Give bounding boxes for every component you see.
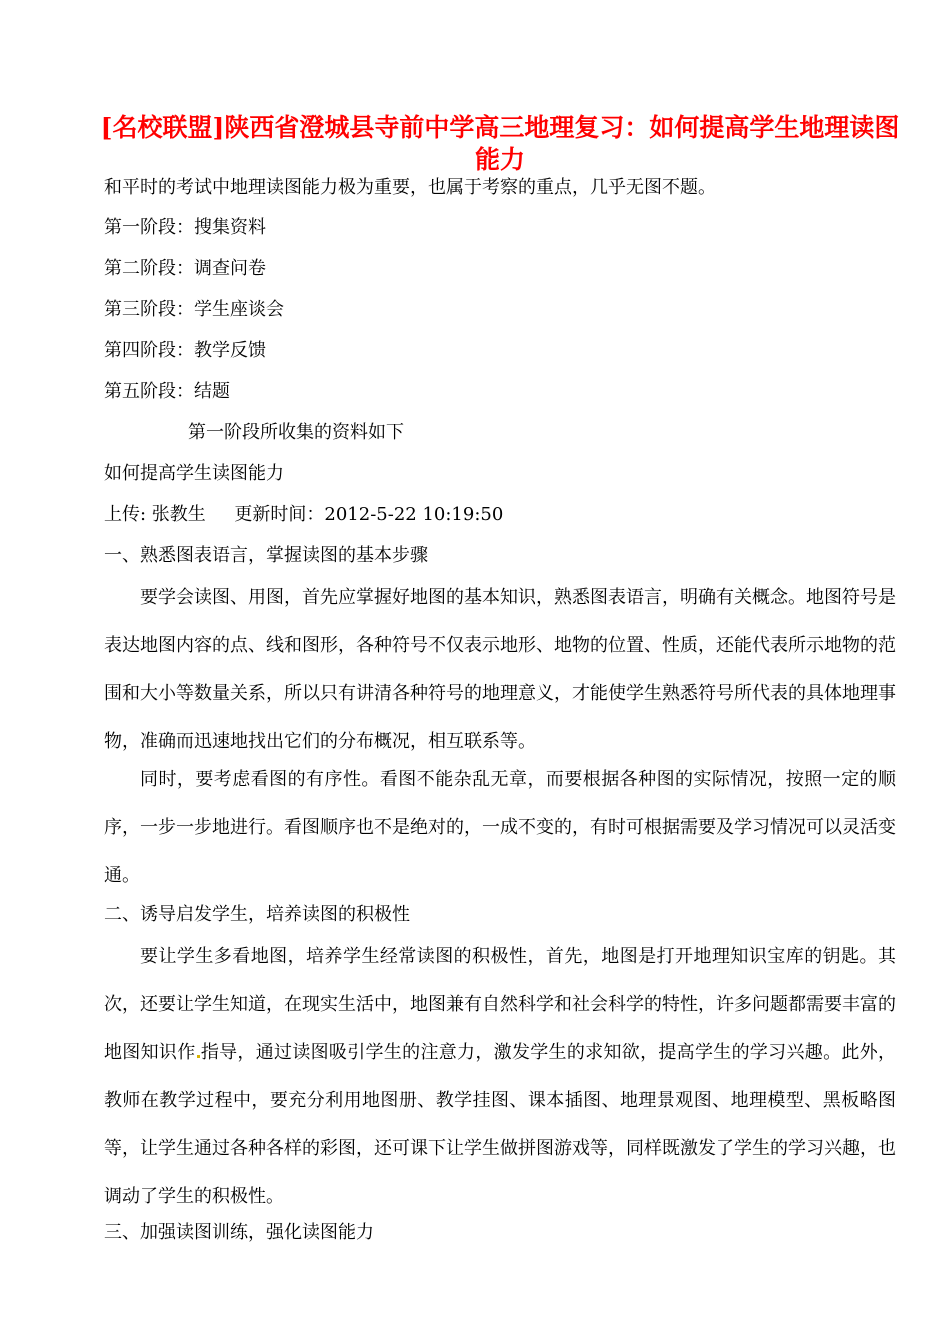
- section-3-heading: 三、加强读图训练，强化读图能力: [104, 1222, 374, 1243]
- section-1-heading: 一、熟悉图表语言，掌握读图的基本步骤: [104, 545, 428, 566]
- section-1-paragraph-1: 要学会读图、用图，首先应掌握好地图的基本知识，熟悉图表语言，明确有关概念。地图符号是表达地图内容的点、线和图形，各种符号不仅表示地形、地物的位置、性质，还能代表所示地物的范围和大小等数量关系，所以只有讲清各种符号的地理意义，才能使学生熟悉符号所代表的具体地理事物，准确而迅速地找出它们的分布概况，相互联系等。: [104, 587, 896, 752]
- section-2-text-b: 指导，通过读图吸引学生的注意力，激发学生的求知欲，提高学生的学习兴趣。此外，教师在教学过程中，要充分利用地图册、教学挂图、课本插图、地理景观图、地理模型、黑板略图等，让学生通过各种各样的彩图，还可课下让学生做拼图游戏等，同样既激发了学生的学习兴趣，也调动了学生的积极性。: [104, 1042, 896, 1207]
- stage-5: 第五阶段：结题: [104, 381, 230, 402]
- stage-4: 第四阶段：教学反馈: [104, 340, 266, 361]
- section-1-paragraph-2: 同时，要考虑看图的有序性。看图不能杂乱无章，而要根据各种图的实际情况，按照一定的顺序，一步一步地进行。看图顺序也不是绝对的，一成不变的，有时可根据需要及学习情况可以灵活变通。: [104, 769, 896, 886]
- stray-mark: [197, 1055, 200, 1058]
- article-title: 如何提高学生读图能力: [104, 463, 284, 484]
- collected-heading: 第一阶段所收集的资料如下: [188, 422, 404, 443]
- stage-1: 第一阶段：搜集资料: [104, 217, 266, 238]
- stage-3: 第三阶段：学生座谈会: [104, 299, 284, 320]
- document-title: [名校联盟]陕西省澄城县寺前中学高三地理复习：如何提高学生地理读图能力: [100, 113, 900, 174]
- intro-line: 和平时的考试中地理读图能力极为重要，也属于考察的重点，几乎无图不题。: [104, 177, 716, 198]
- upload-meta: 上传: 张教生 更新时间：2012-5-22 10:19:50: [104, 504, 504, 525]
- section-2-text-a: 要让学生多看地图，培养学生经常读图的积极性，首先，地图是打开地理知识宝库的钥匙。其次，还要让学生知道，在现实生活中，地图兼有自然科学和社会科学的特性，许多问题都需要丰富的地图知识作: [104, 946, 896, 1063]
- stage-2: 第二阶段：调查问卷: [104, 258, 266, 279]
- section-2-paragraph-1: [104, 933, 896, 1221]
- section-2-heading: 二、诱导启发学生，培养读图的积极性: [104, 904, 410, 925]
